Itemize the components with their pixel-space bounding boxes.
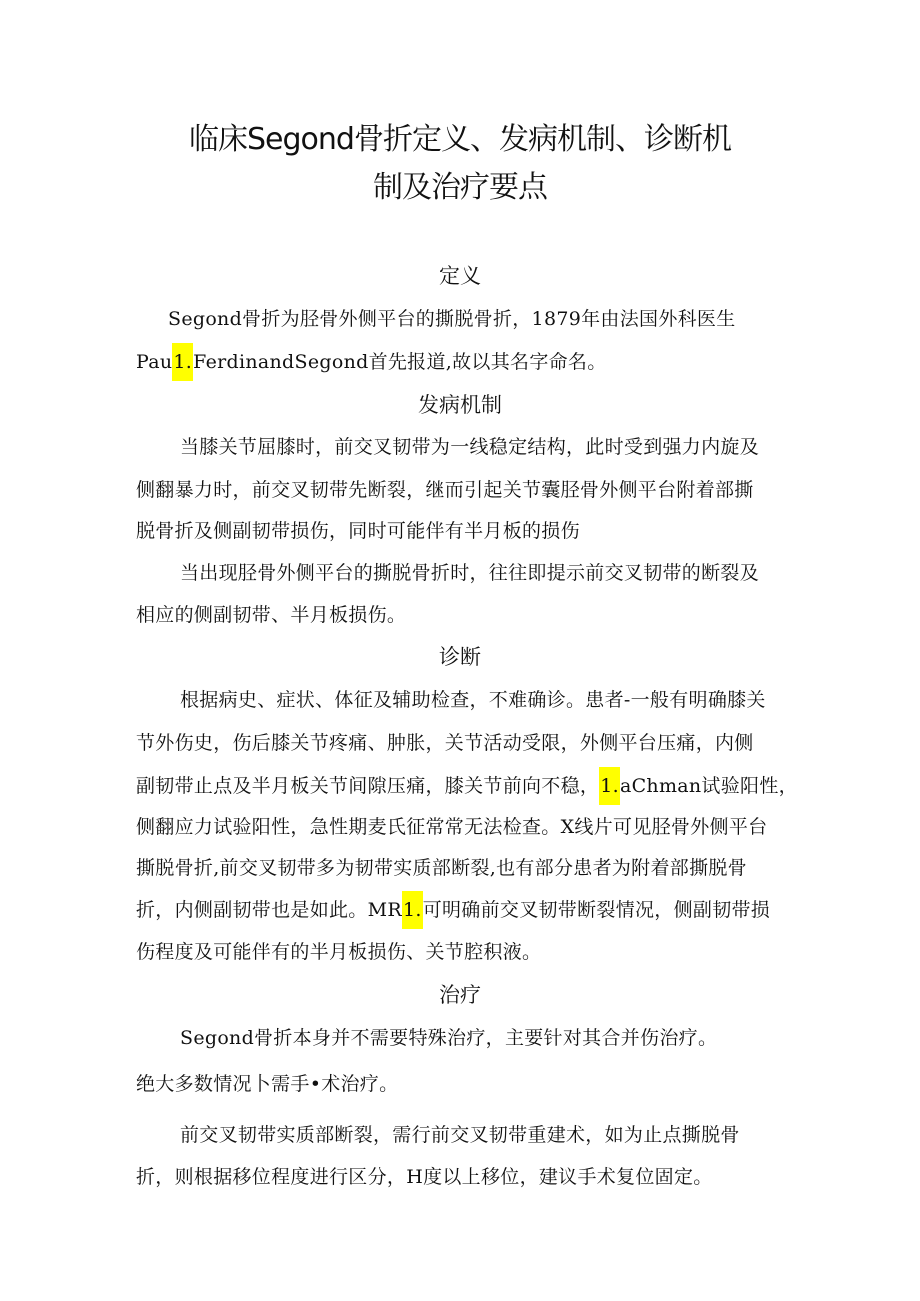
diagnosis-line-3-pre: 副韧带止点及半月板关节间隙压痛，膝关节前向不稳， (136, 775, 600, 797)
definition-text-post: FerdinandSegond首先报道,故以其名字命名。 (193, 351, 607, 373)
mechanism-p1-line-2: 侧翻暴力时，前交叉韧带先断裂，继而引起关节囊胫骨外侧平台附着部撕 (136, 479, 754, 501)
highlighted-text: 1. (402, 891, 423, 929)
diagnosis-line-4: 侧翻应力试验阳性，急性期麦氏征常常无法检查。X线片可见胫骨外侧平台 (136, 816, 768, 838)
page-title (110, 116, 810, 212)
treatment-line-2: 绝大多数情况卜需手•术治疗。 (136, 1073, 399, 1095)
mechanism-p1-line-1: 当膝关节屈膝时，前交叉韧带为一线稳定结构，此时受到强力内旋及 (180, 436, 760, 458)
highlighted-text: 1. (172, 343, 193, 381)
definition-text-pre: Pau (136, 351, 173, 373)
diagnosis-line-7: 伤程度及可能伴有的半月板损伤、关节腔积液。 (136, 941, 542, 963)
section-heading-diagnosis: 诊断 (439, 645, 481, 669)
page-title-line-2: 制及治疗要点 (373, 170, 547, 205)
mechanism-p2-line-2: 相应的侧副韧带、半月板损伤。 (136, 604, 407, 626)
definition-text-line-1: Segond骨折为胫骨外侧平台的撕脱骨折，1879年由法国外科医生 (168, 308, 736, 330)
diagnosis-line-6 (136, 896, 770, 924)
definition-text-line-2 (136, 348, 607, 376)
treatment-line-3: 前交叉韧带实质部断裂，需行前交叉韧带重建术，如为止点撕脱骨 (180, 1124, 740, 1146)
treatment-line-4: 折，则根据移位程度进行区分，H度以上移位，建议手术复位固定。 (136, 1166, 713, 1188)
page-title-line-1: 临床Segond骨折定义、发病机制、诊断机 (189, 122, 731, 157)
diagnosis-line-2: 节外伤史，伤后膝关节疼痛、肿胀，关节活动受限，外侧平台压痛，内侧 (136, 732, 754, 754)
diagnosis-line-3-post: aChman试验阳性， (619, 775, 798, 797)
treatment-line-1: Segond骨折本身并不需要特殊治疗，主要针对其合并伤治疗。 (180, 1027, 718, 1049)
highlighted-text: 1. (599, 767, 620, 805)
diagnosis-line-6-pre: 折，内侧副韧带也是如此。MR (136, 899, 402, 921)
diagnosis-line-6-post: 可明确前交叉韧带断裂情况，侧副韧带损 (422, 899, 771, 921)
section-heading-mechanism: 发病机制 (418, 393, 502, 417)
section-heading-definition: 定义 (439, 264, 481, 288)
diagnosis-line-3 (136, 772, 798, 800)
mechanism-p2-line-1: 当出现胫骨外侧平台的撕脱骨折时，往往即提示前交叉韧带的断裂及 (180, 562, 760, 584)
section-heading-treatment: 治疗 (439, 983, 481, 1007)
diagnosis-line-1: 根据病史、症状、体征及辅助检查，不难确诊。患者-一般有明确膝关 (180, 689, 766, 711)
mechanism-p1-line-3: 脱骨折及侧副韧带损伤，同时可能伴有半月板的损伤 (136, 520, 580, 542)
diagnosis-line-5: 撕脱骨折,前交叉韧带多为韧带实质部断裂,也有部分患者为附着部撕脱骨 (136, 857, 747, 879)
